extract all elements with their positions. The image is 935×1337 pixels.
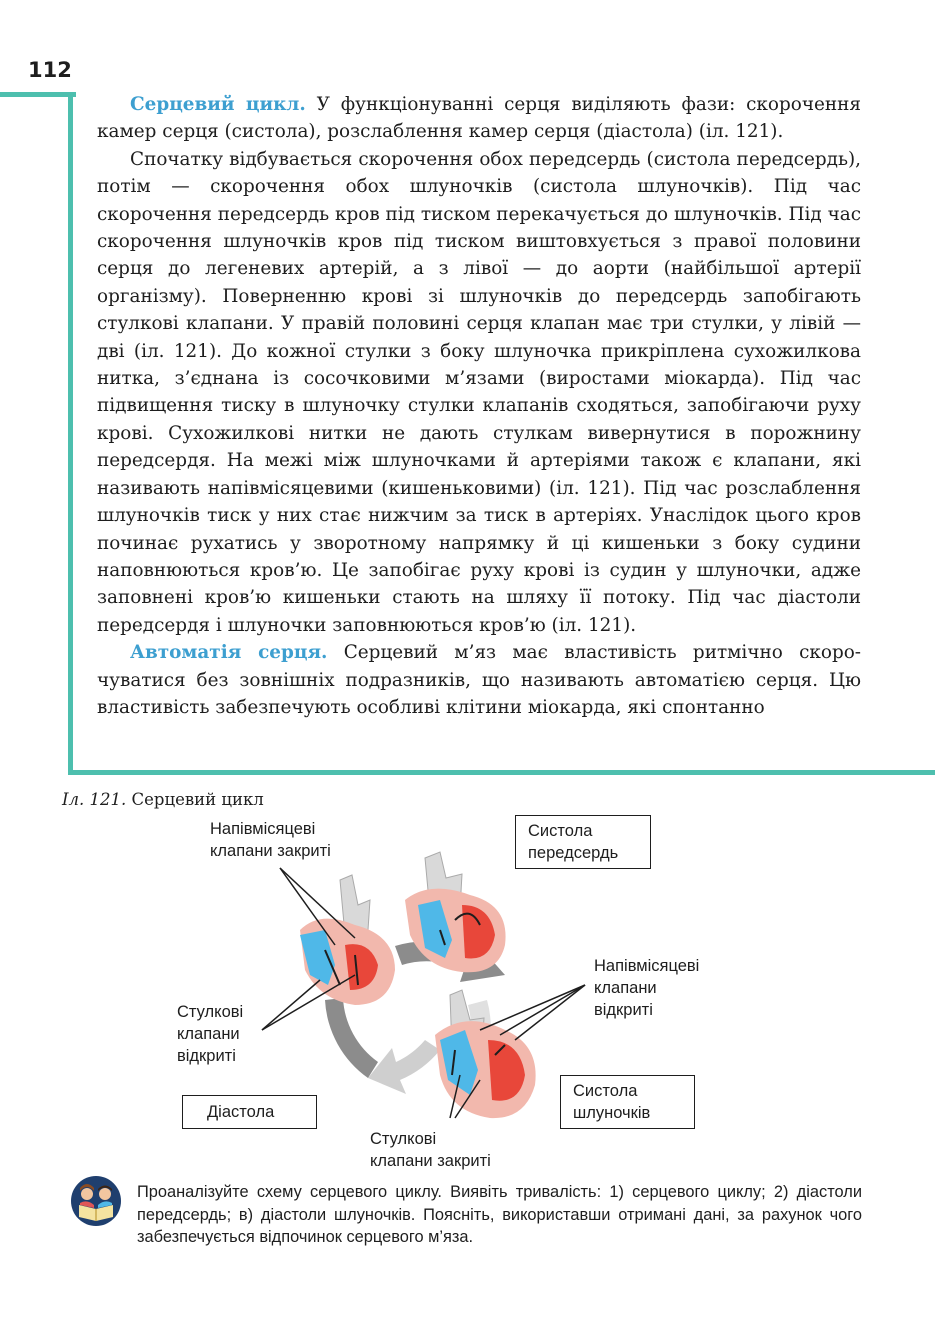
paragraph-text: Спочатку відбувається скорочення обох передсердь (систола передсердь), потім — скорочення обох шлуночків (систола шлуночків). Під час скорочення передсердь кров під тиском перекачується до шлуночків. Під час скорочення шлуночків кров під тиском виштовхується з правої половини серця до легеневих артерій, а з лівої — до аорти (найбільшої артерії організму). Поверненню крові зі шлуночків до передсердь запобігають стулкові клапани. У правій половині серця клапан має три стулки, у лівій — дві (іл. 121). До кожної стулки з боку шлуночка прикріплена сухожилкова нитка, з’єднана із сосочковими м’язами (виростами міокарда). Під час підвищення тиску в шлуночку стулки клапанів сходяться, запобігаючи руху крові. Сухожилкові нитки не дають стулкам вивернутися в порожнину передсердя. На межі між шлуночками й артеріями також є клапани, які називають напівмісяцевими (кишеньковими) (іл. 121). Під час розслаблення шлуночків тиск у них стає нижчим за тиск в артеріях. Унаслідок цього кров починає рухатись у зворотному напрямку й ці кишеньки з боку судини наповнюються кров’ю. Це запобігає руху крові із судин у шлуночки, адже заповнені кров’ю кишеньки стають на шляху її потоку. Під час діастоли передсердя і шлуночки заповнюються кров’ю (іл. 121). xyxy=(97,148,862,636)
label-cusp-closed xyxy=(370,1128,491,1172)
label-line: клапани закриті xyxy=(370,1152,491,1170)
box-diastole: Діастола xyxy=(182,1095,317,1129)
label-line: відкриті xyxy=(594,1001,653,1019)
box-ventricular-systole xyxy=(560,1075,695,1129)
figure-number: Іл. 121. xyxy=(62,790,127,809)
label-line: клапани xyxy=(594,979,657,997)
label-line: клапани закриті xyxy=(210,842,331,860)
paragraph-text: Серцевий м’яз має властивість ритмічно скорочуватися без зовнішніх подразників, що називають автоматією серця. Цю властивість забезпечують особливі клітини міокарда, які спонтанно xyxy=(97,642,862,718)
label-line: Стулкові xyxy=(177,1003,244,1021)
paragraph-cardiac-cycle xyxy=(97,91,861,146)
paragraph-automatism xyxy=(97,639,861,721)
label-line: Систола xyxy=(528,822,593,840)
label-line: Напівмісяцеві xyxy=(594,957,700,975)
paragraph-text: У функціонуванні серця виділяють фази: скорочення камер серця (систола), розслаблення камер серця (діастола) (іл. 121). xyxy=(97,94,861,143)
paragraph-phases xyxy=(97,146,861,639)
label-line: відкриті xyxy=(177,1047,236,1065)
figure-caption xyxy=(62,790,264,809)
label-semilunar-open xyxy=(594,955,699,1021)
label-line: Стулкові xyxy=(370,1130,437,1148)
label-line: Систола xyxy=(573,1082,638,1100)
label-line: клапани xyxy=(177,1025,240,1043)
frame-top-border xyxy=(0,92,76,97)
heading-cardiac-cycle: Серцевий цикл. xyxy=(130,94,306,115)
box-atrial-systole xyxy=(515,815,651,869)
article-text xyxy=(97,91,861,721)
page-number: 112 xyxy=(28,58,72,82)
frame-left-border xyxy=(68,92,73,775)
label-cusp-open xyxy=(177,1001,243,1067)
label-line: передсердь xyxy=(528,844,619,862)
figure-title: Серцевий цикл xyxy=(131,790,264,809)
frame-bottom-border xyxy=(68,770,935,775)
task-text: Проаналізуйте схему серцевого циклу. Виявіть тривалість: 1) серцевого циклу; 2) діастоли передсердь; в) діастоли шлуночків. Поясніть, використавши отримані дані, за рахунок чого забезпечується відпочинок серцевого м’яза. xyxy=(137,1183,862,1246)
heading-automatism: Автоматія серця. xyxy=(130,642,328,664)
label-semilunar-closed xyxy=(210,818,331,862)
label-line: шлуночків xyxy=(573,1104,651,1122)
label-line: Напівмісяцеві xyxy=(210,820,316,838)
students-reading-icon xyxy=(70,1175,122,1227)
